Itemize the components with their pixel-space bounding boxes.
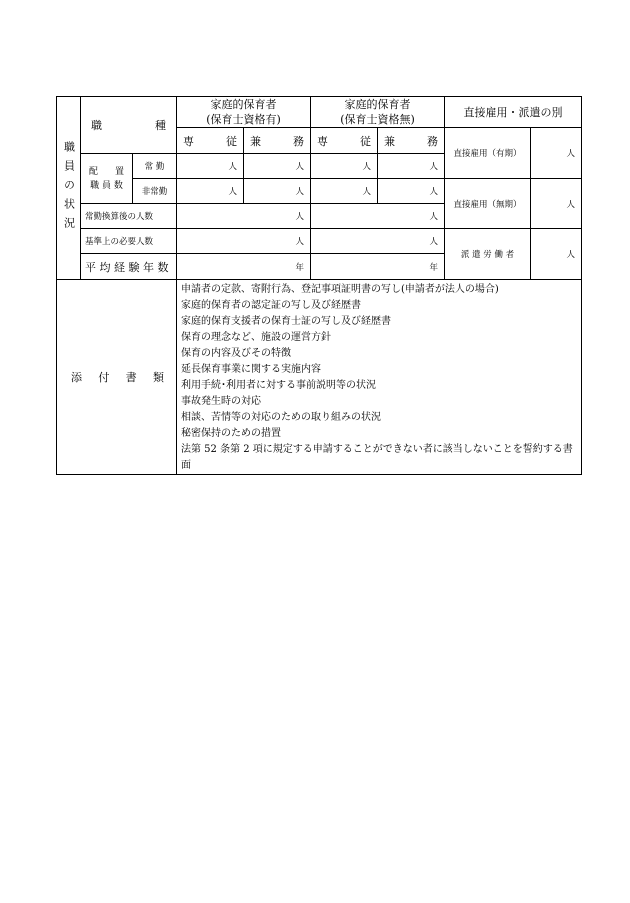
employment-fixed-label: 直接雇用（有期） xyxy=(445,128,531,179)
attachment-item: 利用手続･利用者に対する事前説明等の状況 xyxy=(181,380,376,391)
unqual-sen-parttime[interactable]: 人 xyxy=(311,179,378,204)
section-label: 職員の状況 xyxy=(62,140,76,236)
unqual-converted[interactable]: 人 xyxy=(311,204,445,229)
ken-char-2: 務 xyxy=(427,134,438,148)
placement-cell xyxy=(81,154,133,204)
unqualified-header-line2: (保育士資格無) xyxy=(340,113,415,126)
qual-sen-fulltime[interactable]: 人 xyxy=(177,154,244,179)
parttime-label: 非常勤 xyxy=(133,179,177,204)
placement-char-2: 置 xyxy=(114,166,124,177)
required-label: 基準上の必要人数 xyxy=(81,229,177,254)
sen-char-2: 従 xyxy=(226,134,237,148)
attachment-item: 保育の理念など、施設の運営方針 xyxy=(181,332,331,343)
ken-char-1: 兼 xyxy=(250,134,261,148)
attachment-item: 保育の内容及びその特徴 xyxy=(181,348,291,359)
attachments-list xyxy=(177,280,582,475)
qual-avg-exp[interactable]: 年 xyxy=(177,254,311,280)
attachment-item: 秘密保持のための措置 xyxy=(181,428,281,439)
ken-char-1: 兼 xyxy=(384,134,395,148)
employment-fixed-value[interactable]: 人 xyxy=(531,128,582,179)
unqualified-sen-header xyxy=(311,128,378,154)
unqualified-header-line1: 家庭的保育者 xyxy=(344,98,411,111)
job-type-header xyxy=(81,97,177,154)
section-label-cell xyxy=(57,97,81,280)
attachment-item: 事故発生時の対応 xyxy=(181,396,261,407)
staff-count-label: 職 員 数 xyxy=(90,180,123,191)
qualified-header-line2: (保育士資格有) xyxy=(206,113,281,126)
qual-sen-parttime[interactable]: 人 xyxy=(177,179,244,204)
attachments-char-1: 添 xyxy=(71,371,82,384)
employment-indefinite-value[interactable]: 人 xyxy=(531,179,582,229)
unqualified-header xyxy=(311,97,445,128)
ken-char-2: 務 xyxy=(293,134,304,148)
unqual-ken-fulltime[interactable]: 人 xyxy=(378,154,445,179)
placement-char-1: 配 xyxy=(89,166,99,177)
fulltime-label: 常 勤 xyxy=(133,154,177,179)
employment-indefinite-label: 直接雇用（無期） xyxy=(445,179,531,229)
attachment-item: 相談、苦情等の対応のための取り組みの状況 xyxy=(181,412,381,423)
job-type-char-1: 職 xyxy=(91,119,102,132)
attachment-item: 延長保育事業に関する実施内容 xyxy=(181,364,321,375)
qual-ken-parttime[interactable]: 人 xyxy=(244,179,311,204)
unqual-required[interactable]: 人 xyxy=(311,229,445,254)
qual-converted[interactable]: 人 xyxy=(177,204,311,229)
attachments-char-2: 付 xyxy=(98,371,110,384)
qualified-ken-header xyxy=(244,128,311,154)
avg-exp-label: 平 均 経 験 年 数 xyxy=(81,254,177,280)
qualified-header-line1: 家庭的保育者 xyxy=(210,98,277,111)
attachment-item: 申請者の定款、寄附行為、登記事項証明書の写し(申請者が法人の場合) xyxy=(181,284,499,295)
qualified-header xyxy=(177,97,311,128)
sen-char-1: 専 xyxy=(317,134,328,148)
attachment-item: 家庭的保育支援者の保育士証の写し及び経歴書 xyxy=(181,316,391,327)
qual-ken-fulltime[interactable]: 人 xyxy=(244,154,311,179)
unqualified-ken-header xyxy=(378,128,445,154)
job-type-char-2: 種 xyxy=(155,119,166,132)
attachment-item: 家庭的保育者の認定証の写し及び経歴書 xyxy=(181,300,361,311)
unqual-sen-fulltime[interactable]: 人 xyxy=(311,154,378,179)
attachment-item: 法第 52 条第 2 項に規定する申請することができない者に該当しないことを誓約する書面 xyxy=(181,444,573,471)
attachments-char-3: 書 xyxy=(125,371,137,384)
employment-header: 直接雇用・派遣の別 xyxy=(445,97,582,128)
unqual-ken-parttime[interactable]: 人 xyxy=(378,179,445,204)
qual-required[interactable]: 人 xyxy=(177,229,311,254)
attachments-label-cell xyxy=(57,280,177,475)
unqual-avg-exp[interactable]: 年 xyxy=(311,254,445,280)
qualified-sen-header xyxy=(177,128,244,154)
employment-dispatch-label: 派 遣 労 働 者 xyxy=(445,229,531,280)
sen-char-1: 専 xyxy=(183,134,194,148)
converted-label: 常勤換算後の人数 xyxy=(81,204,177,229)
staff-status-form xyxy=(56,96,582,475)
sen-char-2: 従 xyxy=(360,134,371,148)
attachments-char-4: 類 xyxy=(152,371,164,384)
employment-dispatch-value[interactable]: 人 xyxy=(531,229,582,280)
